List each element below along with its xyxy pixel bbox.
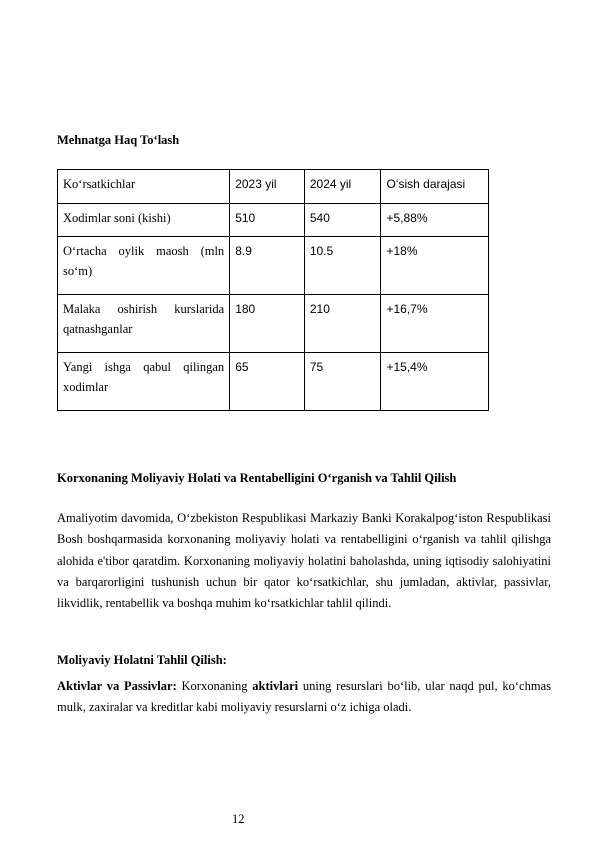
row-growth: +18% [381, 237, 489, 295]
row-growth: +5,88% [381, 204, 489, 237]
row-2024: 10.5 [304, 237, 381, 295]
table-row [58, 295, 489, 353]
header-indicator: Ko‘rsatkichlar [58, 170, 230, 204]
bold-word: aktivlari [252, 679, 299, 693]
row-growth: +15,4% [381, 353, 489, 411]
wages-table [57, 169, 489, 411]
row-indicator [58, 237, 230, 295]
row-2024: 210 [304, 295, 381, 353]
term-label: Aktivlar va Passivlar: [57, 679, 177, 693]
body-paragraph: Amaliyotim davomida, O‘zbekiston Respublikasi Markaziy Banki Korakalpog‘iston Respublikasi Bosh boshqarmasida korxonaning moliyaviy holati va rentabelligini o‘rganish va tahlil qilishga alohida e'tibor qaratdim. Korxonaning moliyaviy holatini baholashda, uning iqtisodiy salohiyatini va barqarorligini tushunish uchun bir qator ko‘rsatkichlar, shu jumladan, aktivlar, passivlar, likvidlik, rentabellik va boshqa muhim ko‘rsatkichlar tahlil qilindi. [57, 511, 551, 611]
indicator-line1: Malaka oshirish kurslarida [63, 302, 225, 316]
indicator-line2: xodimlar [63, 380, 109, 394]
indicator-line1: O‘rtacha oylik maosh (mln [63, 244, 225, 258]
body-paragraph-assets [57, 676, 551, 719]
table-row [58, 204, 489, 237]
row-2024: 540 [304, 204, 381, 237]
row-growth: +16,7% [381, 295, 489, 353]
indicator-line1: Xodimlar soni (kishi) [63, 211, 171, 225]
subheading: Moliyaviy Holatni Tahlil Qilish: [57, 653, 227, 667]
section-title-financial: Korxonaning Moliyaviy Holati va Rentabelligini O‘rganish va Tahlil Qilish [57, 471, 457, 485]
row-2023: 510 [230, 204, 305, 237]
row-indicator [58, 295, 230, 353]
row-2024: 75 [304, 353, 381, 411]
text-segment: Korxonaning [176, 679, 253, 693]
table-row [58, 237, 489, 295]
indicator-line2: so‘m) [63, 264, 93, 278]
table-header-row [58, 170, 489, 204]
indicator-line1: Yangi ishga qabul qilingan [63, 360, 225, 374]
text-segment: uning resurslari bo‘lib, ular naqd pul, ko‘chmas mulk, zaxiralar va kreditlar kabi moliyaviy resurslarni o‘z ichiga oladi. [57, 679, 551, 715]
indicator-line2: qatnashganlar [63, 322, 133, 336]
header-2024: 2024 yil [304, 170, 381, 204]
header-2023: 2023 yil [230, 170, 305, 204]
row-2023: 8.9 [230, 237, 305, 295]
row-2023: 180 [230, 295, 305, 353]
row-indicator [58, 204, 230, 237]
header-growth: O‘sish darajasi [381, 170, 489, 204]
row-2023: 65 [230, 353, 305, 411]
table-row [58, 353, 489, 411]
section-title-wages: Mehnatga Haq To‘lash [57, 133, 180, 147]
page-number: 12 [232, 812, 245, 826]
row-indicator [58, 353, 230, 411]
